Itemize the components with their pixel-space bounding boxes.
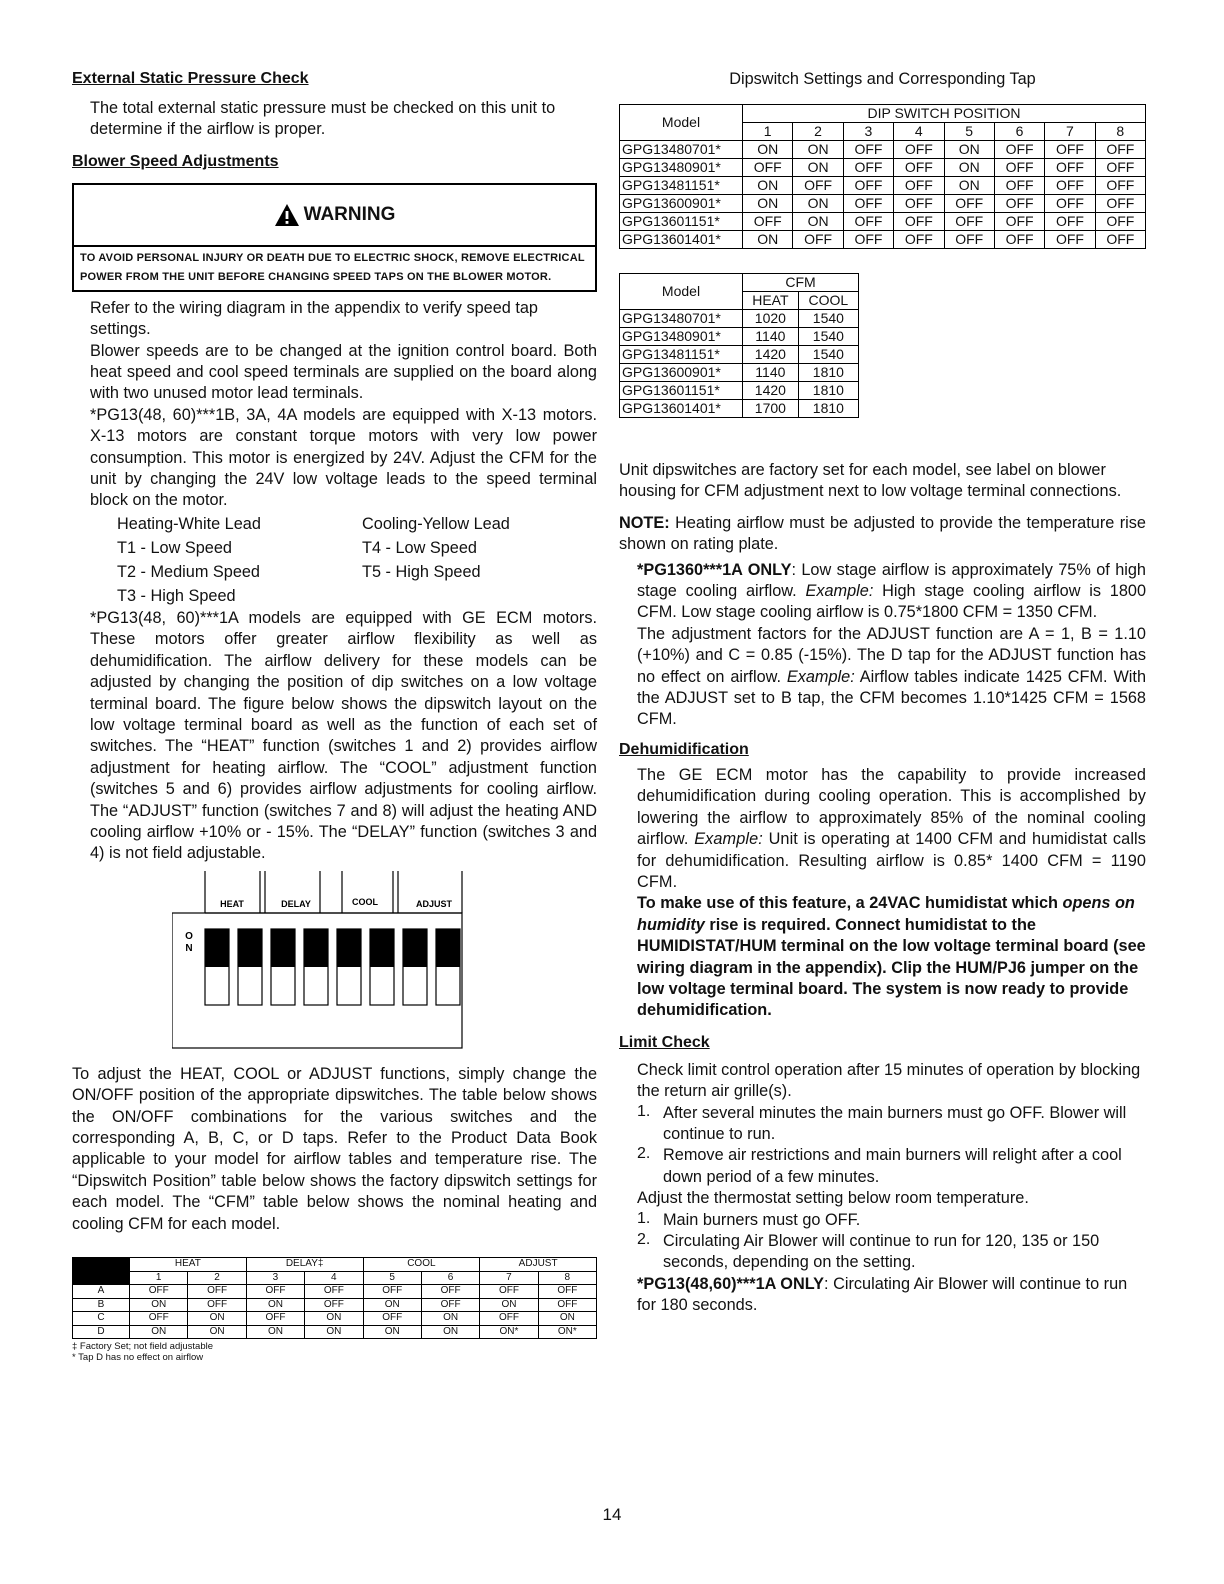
cfm-value-cell: 1810 xyxy=(798,364,858,382)
tap-item xyxy=(362,584,582,608)
tap-cell: ON xyxy=(363,1298,421,1312)
paragraph-limit: Check limit control operation after 15 minutes of operation by blocking the return air grille(s). xyxy=(637,1060,1141,1101)
fig-label-cool: COOL xyxy=(352,896,378,907)
list-num: 2. xyxy=(637,1145,651,1163)
dip-value-cell: OFF xyxy=(843,213,893,231)
dip-position-header: DIP SWITCH POSITION xyxy=(743,105,1146,123)
tap-item: T5 - High Speed xyxy=(362,562,481,581)
dip-switch-number: 1 xyxy=(743,123,793,141)
footnote-factory-set: ‡ Factory Set; not field adjustable xyxy=(72,1341,213,1352)
fig-label-on-o: O xyxy=(185,930,193,942)
dip-value-cell: OFF xyxy=(1095,177,1145,195)
heading-dehumidification: Dehumidification xyxy=(619,740,749,758)
tap-num: 2 xyxy=(188,1271,246,1285)
heading-external-static-pressure: External Static Pressure Check xyxy=(72,70,309,87)
dip-value-cell: OFF xyxy=(843,159,893,177)
dip-value-cell: OFF xyxy=(1095,195,1145,213)
table-row xyxy=(620,346,859,364)
dipswitch-knob-3 xyxy=(271,929,295,967)
dip-value-cell: OFF xyxy=(894,159,944,177)
list-item xyxy=(637,1231,1146,1274)
dip-value-cell: OFF xyxy=(743,159,793,177)
cfm-value-cell: 1020 xyxy=(743,310,799,328)
list-text: Circulating Air Blower will continue to run for 120, 135 or 150 seconds, depending on the setting. xyxy=(663,1232,1100,1272)
dip-model-header: Model xyxy=(620,105,743,141)
dip-value-cell: OFF xyxy=(994,159,1044,177)
tap-group-cool: COOL xyxy=(363,1258,480,1272)
list-num: 2. xyxy=(637,1231,651,1248)
dipswitch-knob-4 xyxy=(304,929,328,967)
tap-cell: OFF xyxy=(480,1285,538,1299)
tap-letter: B xyxy=(73,1298,130,1312)
tap-item: Heating-White Lead xyxy=(117,514,261,533)
adjust-text-b: Airflow tables indicate 1425 CFM. With the ADJUST set to B tap, the CFM becomes 1.10*1425 CFM = 1568 CFM. xyxy=(637,667,1147,729)
table-row xyxy=(620,231,1146,249)
cfm-value-cell: 1420 xyxy=(743,382,799,400)
table-row xyxy=(620,328,859,346)
dip-value-cell: OFF xyxy=(1095,213,1145,231)
tap-cell: ON xyxy=(421,1312,479,1326)
tap-cell: ON* xyxy=(480,1325,538,1339)
table-row xyxy=(73,1312,597,1326)
cfm-value-cell: 1700 xyxy=(743,400,799,418)
tap-cell: OFF xyxy=(246,1285,304,1299)
table-row xyxy=(620,195,1146,213)
example-label: Example: xyxy=(786,667,855,686)
dip-value-cell: OFF xyxy=(894,213,944,231)
tap-group-delay: DELAY‡ xyxy=(246,1258,363,1272)
tap-cell: OFF xyxy=(188,1285,246,1299)
tap-cell: ON xyxy=(305,1312,363,1326)
cfm-value-cell: 1140 xyxy=(743,328,799,346)
humidistat-text-b: rise is required. Connect humidistat to the HUMIDISTAT/HUM terminal on the low voltage terminal board (see wiring diagram in the appendix). Clip the HUM/PJ6 jumper on the low voltage terminal board. The system is now ready to provide dehumidification. xyxy=(637,915,1146,1020)
paragraph-adjust-functions: To adjust the HEAT, COOL or ADJUST functions, simply change the ON/OFF position of the appropriate dipswitches. The table below shows the ON/OFF combinations for the various switches and the corresponding A, B, C, or D taps. Refer to the Product Data Book applicable to your model for airflow tables and temperature rise. The “Dipswitch Position” table below shows the factory dipswitch settings for each model. The “CFM” table below shows the nominal heating and cooling CFM for each model. xyxy=(72,1064,597,1233)
dipswitch-knob-6 xyxy=(370,929,394,967)
tap-cell: OFF xyxy=(538,1285,596,1299)
paragraph-pg13-only xyxy=(637,1274,1146,1317)
dip-value-cell: ON xyxy=(743,177,793,195)
dip-value-cell: OFF xyxy=(944,231,994,249)
dip-value-cell: OFF xyxy=(894,231,944,249)
paragraph-wiring: Refer to the wiring diagram in the appendix to verify speed tap settings. xyxy=(90,298,538,339)
tap-cell: OFF xyxy=(188,1298,246,1312)
dip-model-cell: GPG13481151* xyxy=(620,177,743,195)
dehum-text-b: Unit is operating at 1400 CFM and humidistat calls for dehumidification. Resulting airflow is 0.85* 1400 CFM = 1190 CFM. xyxy=(637,830,1146,891)
dip-value-cell: OFF xyxy=(994,141,1044,159)
cfm-value-cell: 1810 xyxy=(798,400,858,418)
paragraph-x13: *PG13(48, 60)***1B, 3A, 4A models are equipped with X-13 motors. X-13 motors are constant torque motors with very low power consumption. This motor is energized by 24V. Adjust the CFM for the unit by changing the 24V low voltage leads to the speed terminal block on the motor. xyxy=(90,405,597,510)
esp-paragraph: The total external static pressure must be checked on this unit to determine if the airflow is proper. xyxy=(90,99,556,139)
tap-item: Cooling-Yellow Lead xyxy=(362,514,510,533)
cfm-model-header: Model xyxy=(620,274,743,310)
dip-model-cell: GPG13601151* xyxy=(620,213,743,231)
table-row xyxy=(620,382,859,400)
table-row xyxy=(620,400,859,418)
tap-table xyxy=(72,1257,597,1339)
page-number: 14 xyxy=(602,1505,622,1524)
dip-value-cell: OFF xyxy=(994,177,1044,195)
fig-label-delay: DELAY xyxy=(281,898,311,909)
tap-cell: ON xyxy=(305,1325,363,1339)
tap-group-adjust: ADJUST xyxy=(480,1258,597,1272)
table-row xyxy=(620,177,1146,195)
dipswitch-knob-8 xyxy=(436,929,460,967)
dip-value-cell: OFF xyxy=(843,231,893,249)
dip-value-cell: OFF xyxy=(843,177,893,195)
cfm-value-cell: 1140 xyxy=(743,364,799,382)
note-text: Heating airflow must be adjusted to provide the temperature rise shown on rating plate. xyxy=(619,513,1146,554)
dip-value-cell: OFF xyxy=(1095,231,1145,249)
dipswitch-diagram xyxy=(172,871,472,1056)
cfm-model-cell: GPG13600901* xyxy=(620,364,743,382)
pg1360-label: *PG1360***1A ONLY xyxy=(637,560,792,579)
dip-value-cell: OFF xyxy=(894,195,944,213)
table-row xyxy=(73,1298,597,1312)
dip-value-cell: OFF xyxy=(1045,159,1095,177)
note-label: NOTE: xyxy=(619,513,670,532)
tap-item: T3 - High Speed xyxy=(117,586,236,605)
dip-value-cell: ON xyxy=(944,159,994,177)
speed-tap-list xyxy=(117,512,597,608)
tap-item: T4 - Low Speed xyxy=(362,538,477,557)
tap-item: T2 - Medium Speed xyxy=(117,562,260,581)
dip-value-cell: OFF xyxy=(944,195,994,213)
tap-num: 5 xyxy=(363,1271,421,1285)
paragraph-adjust-thermostat: Adjust the thermostat setting below room temperature. xyxy=(637,1189,1029,1208)
tap-cell: ON xyxy=(246,1298,304,1312)
cfm-value-cell: 1540 xyxy=(798,346,858,364)
dip-value-cell: ON xyxy=(743,141,793,159)
cfm-value-cell: 1420 xyxy=(743,346,799,364)
fig-label-adjust: ADJUST xyxy=(415,898,453,909)
table-row xyxy=(620,159,1146,177)
tap-cell: OFF xyxy=(305,1298,363,1312)
tap-cell: ON xyxy=(246,1325,304,1339)
pg1360-text-a: : Low stage airflow is approximately 75% of high stage cooling airflow. xyxy=(637,560,1146,601)
dip-value-cell: OFF xyxy=(994,213,1044,231)
dip-model-cell: GPG13480901* xyxy=(620,159,743,177)
paragraph-adjust-factors xyxy=(637,624,1146,731)
dip-value-cell: OFF xyxy=(894,141,944,159)
list-item xyxy=(637,1103,1146,1146)
tap-cell: OFF xyxy=(363,1285,421,1299)
table-row xyxy=(620,213,1146,231)
dip-switch-number: 7 xyxy=(1045,123,1095,141)
tap-cell: ON* xyxy=(538,1325,596,1339)
dip-value-cell: ON xyxy=(944,141,994,159)
cfm-heat-header: HEAT xyxy=(743,292,799,310)
tap-num: 1 xyxy=(130,1271,188,1285)
pg13-label: *PG13(48,60)***1A ONLY xyxy=(637,1274,825,1293)
list-text: Remove air restrictions and main burners will relight after a cool down period of a few minutes. xyxy=(663,1146,1122,1186)
tap-cell: OFF xyxy=(480,1312,538,1326)
dip-value-cell: OFF xyxy=(1045,213,1095,231)
tap-cell: OFF xyxy=(246,1312,304,1326)
dip-value-cell: OFF xyxy=(1045,141,1095,159)
tap-group-heat: HEAT xyxy=(130,1258,247,1272)
dip-switch-number: 6 xyxy=(994,123,1044,141)
limit-list-1 xyxy=(637,1103,1146,1189)
dip-value-cell: OFF xyxy=(843,141,893,159)
humidistat-italic: opens on humidity xyxy=(637,894,1135,934)
dip-value-cell: OFF xyxy=(1095,159,1145,177)
dip-value-cell: OFF xyxy=(793,231,843,249)
pg1360-text-b: High stage cooling airflow is 1800 CFM. Low stage cooling airflow is 0.75*1800 CFM = 1350 CFM. xyxy=(637,582,1146,622)
table-row xyxy=(73,1285,597,1299)
dip-value-cell: ON xyxy=(743,231,793,249)
pg13-text: : Circulating Air Blower will continue to run for 180 seconds. xyxy=(637,1274,1128,1315)
dip-value-cell: OFF xyxy=(743,213,793,231)
paragraph-pg1360 xyxy=(637,560,1146,624)
tap-cell: OFF xyxy=(363,1312,421,1326)
tap-cell: OFF xyxy=(130,1312,188,1326)
dip-value-cell: OFF xyxy=(994,231,1044,249)
adjust-text-a: The adjustment factors for the ADJUST function are A = 1, B = 1.10 (+10%) and C = 0.85 (-15%). The D tap for the ADJUST function has no effect on airflow. xyxy=(637,624,1146,686)
tap-cell: ON xyxy=(130,1298,188,1312)
table-row xyxy=(620,310,859,328)
tap-cell: ON xyxy=(421,1325,479,1339)
dip-model-cell: GPG13601401* xyxy=(620,231,743,249)
table-row xyxy=(620,141,1146,159)
dip-switch-number: 2 xyxy=(793,123,843,141)
example-label: Example: xyxy=(694,830,763,849)
tap-num: 7 xyxy=(480,1271,538,1285)
cfm-value-cell: 1540 xyxy=(798,328,858,346)
dipswitch-knob-5 xyxy=(337,929,361,967)
cfm-table xyxy=(619,273,859,418)
fig-label-on-n: N xyxy=(185,942,193,954)
dip-value-cell: OFF xyxy=(994,195,1044,213)
dip-value-cell: ON xyxy=(743,195,793,213)
dip-value-cell: OFF xyxy=(1045,195,1095,213)
tap-item: T1 - Low Speed xyxy=(117,538,232,557)
cfm-cool-header: COOL xyxy=(798,292,858,310)
tap-cell: OFF xyxy=(130,1285,188,1299)
dip-value-cell: ON xyxy=(944,177,994,195)
dip-value-cell: ON xyxy=(793,159,843,177)
heading-blower-speed: Blower Speed Adjustments xyxy=(72,152,279,170)
dip-value-cell: ON xyxy=(793,195,843,213)
dip-value-cell: OFF xyxy=(1095,141,1145,159)
dehum-text-a: The GE ECM motor has the capability to provide increased dehumidification during cooling operation. This is accomplished by lowering the airflow to approximately 85% of the nominal cooling airflow. xyxy=(637,765,1146,849)
dip-value-cell: OFF xyxy=(793,177,843,195)
table-row xyxy=(620,364,859,382)
tap-num: 8 xyxy=(538,1271,596,1285)
tap-num: 4 xyxy=(305,1271,363,1285)
dip-switch-number: 3 xyxy=(843,123,893,141)
cfm-model-cell: GPG13601151* xyxy=(620,382,743,400)
dipswitch-knob-7 xyxy=(403,929,427,967)
paragraph-ge-ecm: *PG13(48, 60)***1A models are equipped with GE ECM motors. These motors offer greater airflow flexibility as well as dehumidification. The airflow delivery for these models can be adjusted by changing the position of dip switches on a low voltage terminal board. The figure below shows the dipswitch layout on the low voltage terminal board as well as the function of each set of switches. The “HEAT” function (switches 1 and 2) provides airflow adjustment for heating airflow. The “COOL” adjustment function (switches 5 and 6) provides airflow adjustments for cooling airflow. The “ADJUST” function (switches 7 and 8) will adjust the heating AND cooling airflow +10% or - 15%. The “DELAY” function (switches 3 and 4) is not field adjustable. xyxy=(90,608,597,863)
dip-value-cell: ON xyxy=(793,141,843,159)
tap-cell: ON xyxy=(363,1325,421,1339)
heading-limit-check: Limit Check xyxy=(619,1033,710,1051)
dip-switch-number: 8 xyxy=(1095,123,1145,141)
tap-letter: D xyxy=(73,1325,130,1339)
paragraph-blower-speeds: Blower speeds are to be changed at the ignition control board. Both heat speed and cool speed terminals are supplied on the board along with two unused motor lead terminals. xyxy=(90,341,597,403)
dipswitch-table xyxy=(619,104,1146,249)
tap-cell: OFF xyxy=(305,1285,363,1299)
dip-model-cell: GPG13480701* xyxy=(620,141,743,159)
tap-cell: OFF xyxy=(538,1298,596,1312)
table-row xyxy=(73,1325,597,1339)
warning-icon xyxy=(274,203,300,227)
tap-letter: C xyxy=(73,1312,130,1326)
limit-list-2 xyxy=(637,1210,1146,1274)
tap-cell: ON xyxy=(188,1325,246,1339)
dip-switch-number: 5 xyxy=(944,123,994,141)
list-item xyxy=(637,1210,1146,1231)
right-column xyxy=(619,68,1146,1317)
dip-value-cell: OFF xyxy=(944,213,994,231)
tap-letter: A xyxy=(73,1285,130,1299)
fig-label-heat: HEAT xyxy=(220,898,244,909)
example-label: Example: xyxy=(805,582,874,601)
list-num: 1. xyxy=(637,1209,651,1227)
tap-cell: OFF xyxy=(421,1298,479,1312)
cfm-value-cell: 1810 xyxy=(798,382,858,400)
warning-text: TO AVOID PERSONAL INJURY OR DEATH DUE TO ELECTRIC SHOCK, REMOVE ELECTRICAL POWER FROM THE UNIT BEFORE CHANGING SPEED TAPS ON THE BLOWER MOTOR. xyxy=(80,251,585,283)
warning-title: WARNING xyxy=(303,203,396,225)
dip-value-cell: OFF xyxy=(1045,177,1095,195)
cfm-value-cell: 1540 xyxy=(798,310,858,328)
list-item xyxy=(637,1145,1146,1188)
dipswitch-knob-2 xyxy=(238,929,262,967)
tap-cell: ON xyxy=(130,1325,188,1339)
cfm-model-cell: GPG13481151* xyxy=(620,346,743,364)
tap-cell: ON xyxy=(480,1298,538,1312)
dipswitch-figure xyxy=(172,871,472,1056)
warning-header xyxy=(74,185,595,247)
dip-value-cell: ON xyxy=(793,213,843,231)
tap-cell: OFF xyxy=(421,1285,479,1299)
tap-num: 3 xyxy=(246,1271,304,1285)
paragraph-dehumidification xyxy=(637,765,1146,893)
paragraph-humidistat xyxy=(637,893,1146,1021)
dip-value-cell: OFF xyxy=(843,195,893,213)
list-text: Main burners must go OFF. xyxy=(663,1210,861,1229)
paragraph-note xyxy=(619,513,1146,556)
humidistat-text-a: To make use of this feature, a 24VAC humidistat which xyxy=(637,894,1063,913)
dip-model-cell: GPG13600901* xyxy=(620,195,743,213)
dip-value-cell: OFF xyxy=(894,177,944,195)
cfm-model-cell: GPG13480901* xyxy=(620,328,743,346)
footnote-tap-d: * Tap D has no effect on airflow xyxy=(72,1352,204,1363)
dip-value-cell: OFF xyxy=(1045,231,1095,249)
tap-table-corner xyxy=(73,1258,130,1285)
list-num: 1. xyxy=(637,1102,651,1120)
left-column xyxy=(72,68,597,1363)
cfm-model-cell: GPG13601401* xyxy=(620,400,743,418)
list-text: After several minutes the main burners must go OFF. Blower will continue to run. xyxy=(663,1103,1127,1143)
dipswitch-knob-1 xyxy=(205,929,229,967)
cfm-model-cell: GPG13480701* xyxy=(620,310,743,328)
tap-num: 6 xyxy=(421,1271,479,1285)
tap-cell: ON xyxy=(538,1312,596,1326)
warning-box xyxy=(72,183,597,292)
tap-cell: ON xyxy=(188,1312,246,1326)
dipswitch-caption: Dipswitch Settings and Corresponding Tap xyxy=(729,70,1036,88)
cfm-header: CFM xyxy=(743,274,859,292)
dip-switch-number: 4 xyxy=(894,123,944,141)
paragraph-unit-dipswitches: Unit dipswitches are factory set for each model, see label on blower housing for CFM adjustment next to low voltage terminal connections. xyxy=(619,461,1122,501)
